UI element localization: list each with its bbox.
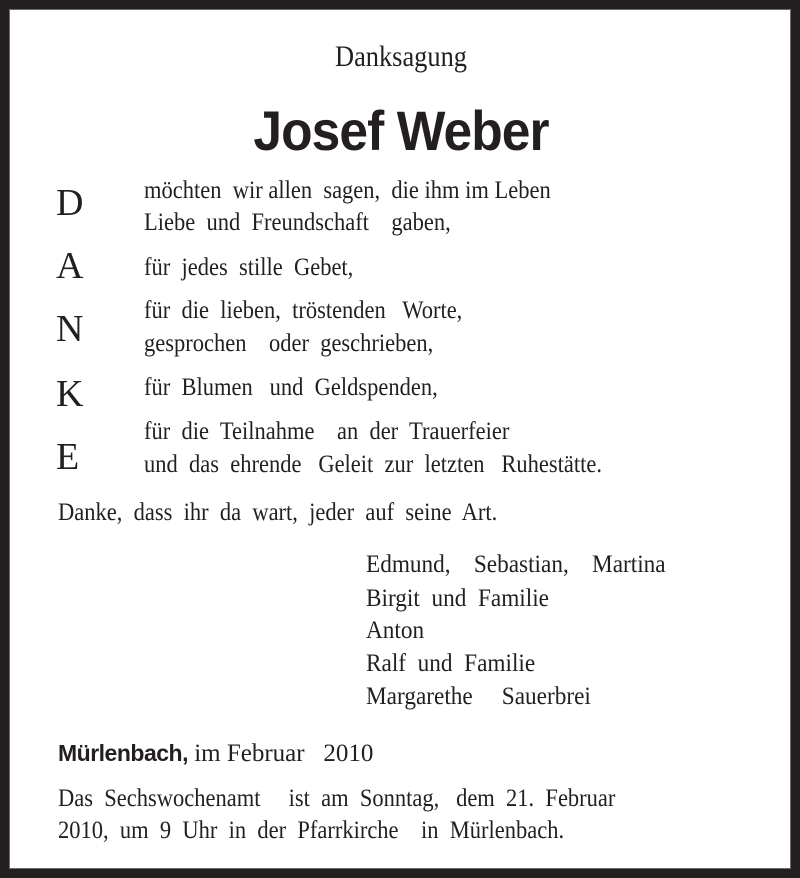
acrostic-line: gesprochen oder geschrieben, [144, 330, 434, 357]
acrostic-line: und das ehrende Geleit zur letzten Ruhestätte. [144, 451, 602, 478]
date: im Februar 2010 [187, 740, 374, 767]
signer: Anton [366, 617, 425, 644]
acrostic-line: für Blumen und Geldspenden, [144, 374, 438, 401]
place-and-date [58, 738, 373, 769]
deceased-name: Josef Weber [253, 99, 549, 162]
acrostic-line: für die lieben, tröstenden Worte, [144, 297, 463, 324]
service-notice-line: 2010, um 9 Uhr in der Pfarrkirche in Mürlenbach. [58, 817, 565, 844]
signer: Birgit und Familie [366, 585, 549, 612]
acrostic-line: Liebe und Freundschaft gaben, [144, 209, 451, 236]
acrostic-letter: K [56, 373, 84, 415]
service-notice-line: Das Sechswochenamt ist am Sonntag, dem 21. Februar [58, 785, 616, 812]
acrostic-line: für jedes stille Gebet, [144, 254, 354, 281]
signer: Ralf und Familie [366, 650, 536, 677]
acrostic-letter: A [56, 245, 84, 287]
acrostic-line: möchten wir allen sagen, die ihm im Leben [144, 177, 551, 204]
acrostic-line: für die Teilnahme an der Trauerfeier [144, 418, 510, 445]
acrostic-letter: D [56, 182, 84, 224]
town: Mürlenbach, [58, 740, 188, 766]
acrostic-letter: E [56, 436, 80, 478]
obituary-notice [9, 9, 791, 869]
closing-line: Danke, dass ihr da wart, jeder auf seine Art. [58, 499, 498, 526]
acrostic-letter: N [56, 308, 84, 350]
signer: Margarethe Sauerbrei [366, 683, 591, 710]
signer: Edmund, Sebastian, Martina [366, 551, 666, 578]
heading: Danksagung [335, 40, 467, 73]
